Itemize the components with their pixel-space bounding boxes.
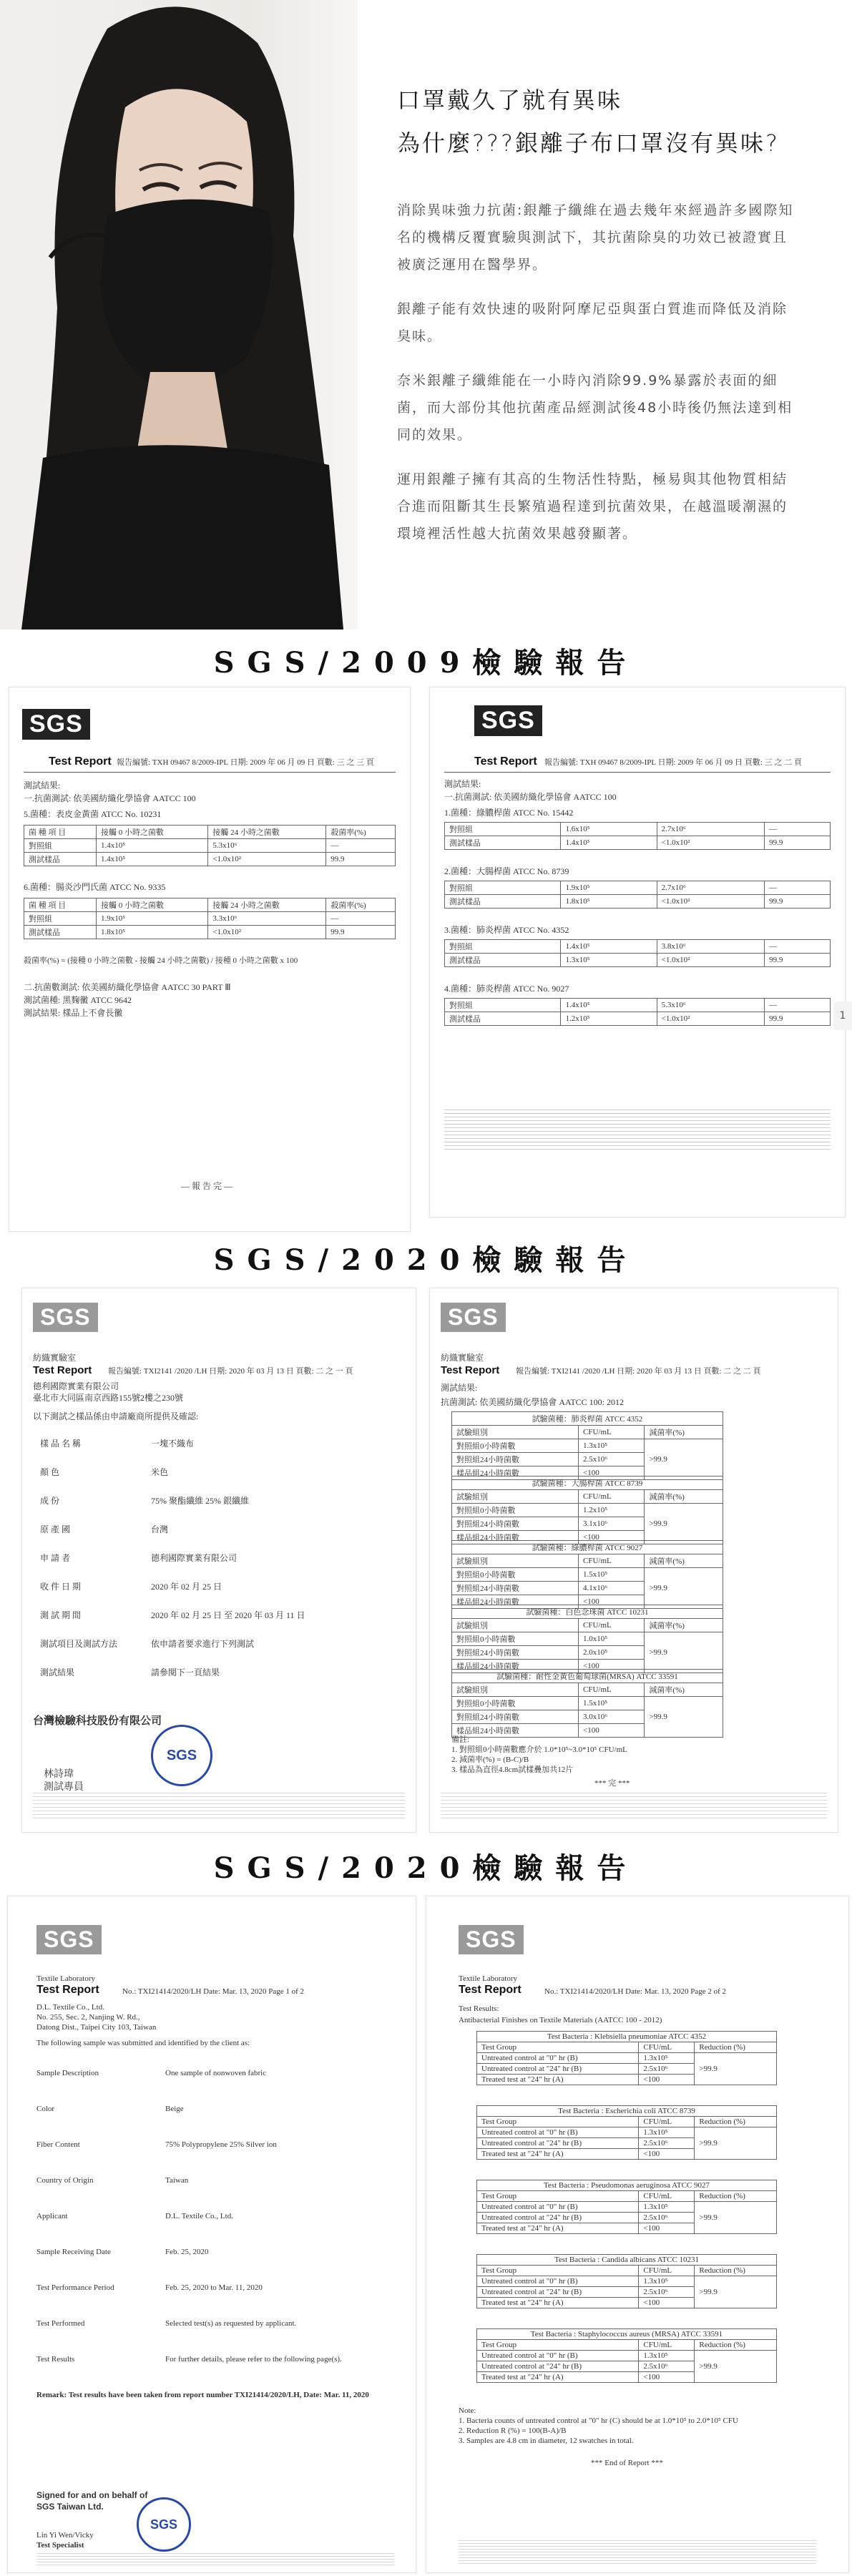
hero-title-line2: 為什麼???銀離子布口罩沒有異味?	[397, 129, 780, 157]
bacteria-table-5: 試驗菌種：耐性金黃色葡萄球菌(MRSA) ATCC 33591 試驗組別 CFU/mL 減菌率(%) 對照組0小時菌數 1.5x10⁵ >99.9 對照組24小時菌數 3.0x10⁶ 樣品組24小時菌數 <100	[451, 1669, 723, 1738]
field-label: Fiber Content	[36, 2140, 80, 2149]
field-value: 台灣	[151, 1524, 169, 1534]
note-3: 3. 樣品為直徑4.8cm試樣疊加共12片	[451, 1766, 574, 1774]
field-label: Sample Receiving Date	[36, 2248, 111, 2256]
results-table-4: 對照組 1.4x10⁵ 5.3x10⁶ — 測試樣品 1.2x10⁵ <1.0x10² 99.9	[444, 998, 831, 1026]
hero-copy	[397, 79, 798, 564]
mold-strain: 測試菌種: 黑麴黴 ATCC 9642	[24, 995, 132, 1005]
hero-paragraph-4: 運用銀離子擁有其高的生物活性特點，極易與其他物質相結合進而阻斷其生長繁殖過程達到抗菌效果，在越溫暖潮濕的環境裡活性越大抗菌效果越發顯著。	[397, 471, 788, 542]
woman-wearing-mask-illustration	[0, 0, 358, 630]
bacteria-table-3: 試驗菌種：綠膿桿菌 ATCC 9027 試驗組別 CFU/mL 減菌率(%) 對照組0小時菌數 1.5x10⁵ >99.9 對照組24小時菌數 4.1x10⁶ 樣品組24小時菌數 <100	[451, 1540, 723, 1609]
field-label: Test Performed	[36, 2319, 85, 2328]
end-of-report: *** End of Report ***	[591, 2459, 663, 2467]
remark: Remark: Test results have been taken from report number TXI21414/2020/LH, Date: Mar. 11, 2020	[36, 2391, 369, 2399]
field-value: 請參閱下一頁結果	[151, 1667, 220, 1678]
sgs-logo: SGS	[36, 1925, 102, 1954]
sgs-logo: SGS	[33, 1303, 98, 1332]
note-2: 2. Reduction R (%) = 100(B-A)/B	[459, 2426, 567, 2435]
hero-paragraph-2: 銀離子能有效快速的吸附阿摩尼亞與蛋白質進而降低及消除臭味。	[397, 301, 788, 344]
results-table-2: 對照組 1.9x10⁵ 2.7x10⁶ — 測試樣品 1.8x10⁵ <1.0x10² 99.9	[444, 881, 831, 909]
field-label: Test Performance Period	[36, 2283, 114, 2292]
report-header: 報告編號: TXI2141 /2020 /LH 日期: 2020 年 03 月 13 日 頁數: 二 之 一 頁	[108, 1367, 353, 1376]
bacteria-table-2: Test Bacteria : Escherichia coli ATCC 8739 Test Group CFU/mL Reduction (%) Untreated control at "0" hr (B) 1.3x10⁵ >99.9 Untreated control at "24" hr (B) 2.5x10⁶ Treated test at "24" hr (A) <100	[476, 2105, 777, 2160]
field-label: 顏 色	[40, 1467, 60, 1477]
bacteria-table-1: Test Bacteria : Klebsiella pneumoniae ATCC 4352 Test Group CFU/mL Reduction (%) Untreated control at "0" hr (B) 1.3x10⁵ >99.9 Untreated control at "24" hr (B) 2.5x10⁶ Treated test at "24" hr (A) <100	[476, 2031, 777, 2085]
sample-intro: The following sample was submitted and identified by the client as:	[36, 2039, 250, 2047]
address-line-1: D.L. Textile Co., Ltd.	[36, 2003, 104, 2012]
field-value: One sample of nonwoven fabric	[165, 2069, 267, 2077]
signer-title: Test Specialist	[36, 2541, 84, 2550]
sign-title: 測試專員	[44, 1782, 84, 1793]
test-method: 抗菌測試: 依美國紡織化學協會 AATCC 100: 2012	[441, 1397, 625, 1407]
results-label: Test Results:	[459, 2004, 499, 2013]
signed-for-line: Signed for and on behalf of	[36, 2490, 148, 2500]
field-value: 2020 年 02 月 25 日 至 2020 年 03 月 11 日	[151, 1610, 305, 1620]
test-report-heading: Test Report	[441, 1364, 500, 1376]
mold-result: 測試結果: 樣品上不會長黴	[24, 1008, 123, 1018]
field-label: 收 件 日 期	[40, 1582, 82, 1592]
bacteria-2: 2.菌種：大腸桿菌 ATCC No. 8739	[444, 866, 569, 876]
address-line-2: No. 255, Sec. 2, Nanjing W. Rd.,	[36, 2013, 140, 2022]
field-value: 德利國際實業有限公司	[151, 1553, 238, 1563]
sign-org: 台灣檢驗科技股份有限公司	[33, 1715, 162, 1727]
results-label: 測試結果:	[24, 780, 61, 790]
hero-title-line1: 口罩戴久了就有異味	[397, 87, 623, 114]
bacteria-table-4: 試驗菌種：白色念珠菌 ATCC 10231 試驗組別 CFU/mL 減菌率(%) 對照組0小時菌數 1.0x10⁵ >99.9 對照組24小時菌數 2.0x10⁵ 樣品組24小時菌數 <100	[451, 1605, 723, 1673]
field-label: 樣 品 名 稱	[40, 1439, 82, 1449]
hero-banner	[0, 0, 852, 630]
sign-name: 林詩瑋	[44, 1769, 74, 1780]
report-2020-en-page-1	[7, 1896, 416, 2573]
field-value: 75% Polypropylene 25% Silver ion	[165, 2140, 277, 2149]
field-label: Test Results	[36, 2355, 75, 2364]
model-mask-photo	[0, 0, 358, 630]
mold-test: 二.抗菌數測試: 依美國紡織化學協會 AATCC 30 PART Ⅲ	[24, 982, 231, 992]
field-label: Applicant	[36, 2212, 68, 2220]
results-table-5: 菌 種 項 目 接觸 0 小時之菌數 接觸 24 小時之菌數 殺菌率(%) 對照組 1.4x10⁵ 5.3x10⁶ — 測試樣品 1.4x10⁵ <1.0x10² 99.9	[24, 825, 396, 866]
test-report-heading: Test Report	[49, 755, 112, 768]
bacteria-1: 1.菌種：綠膿桿菌 ATCC No. 15442	[444, 808, 574, 818]
report-2020-cn-page-2	[429, 1288, 838, 1833]
bacteria-3: 3.菌種：肺炎桿菌 ATCC No. 4352	[444, 925, 569, 935]
report-header: No.: TXI21414/2020/LH Date: Mar. 13, 2020 Page 2 of 2	[544, 1987, 726, 1996]
end-of-report: — 報 告 完 —	[181, 1181, 233, 1191]
results-label: 測試結果:	[444, 779, 481, 789]
section-title-sgs-2020-english: SGS/2020檢驗報告	[213, 1851, 639, 1885]
sgs-seal-stamp: SGS	[137, 2497, 191, 2552]
test-report-heading: Test Report	[474, 755, 537, 768]
field-value: Feb. 25, 2020 to Mar. 11, 2020	[165, 2283, 263, 2292]
section-title-sgs-2009: SGS/2009檢驗報告	[213, 646, 639, 680]
fine-print-block	[33, 1793, 405, 1821]
results-table-3: 對照組 1.4x10⁵ 3.8x10⁶ — 測試樣品 1.3x10⁵ <1.0x10² 99.9	[444, 939, 831, 967]
client-address: 臺北市大同區南京西路155號2樓之230號	[33, 1393, 184, 1403]
address-line-3: Datong Dist., Taipei City 103, Taiwan	[36, 2023, 157, 2032]
report-2009-page-3	[9, 687, 411, 1232]
report-header: 報告編號: TXH 09467 8/2009-IPL 日期: 2009 年 06 月 09 日 頁數: 三 之 三 頁	[117, 758, 374, 767]
bacteria-5: 5.菌種：表皮金黃菌 ATCC No. 10231	[24, 809, 162, 819]
sgs-seal-stamp: SGS	[151, 1725, 212, 1786]
field-label: Color	[36, 2105, 55, 2113]
report-header: 報告編號: TXI2141 /2020 /LH 日期: 2020 年 03 月 13 日 頁數: 二 之 二 頁	[516, 1367, 761, 1376]
lab-name: Textile Laboratory	[36, 1974, 96, 1983]
report-2020-cn-page-1	[21, 1288, 416, 1833]
fine-print-block	[444, 1110, 831, 1152]
sample-intro: 以下測試之樣品係由申請廠商所提供及確認:	[33, 1411, 199, 1421]
report-header: No.: TXI21414/2020/LH Date: Mar. 13, 2020 Page 1 of 2	[122, 1987, 304, 1996]
field-value: 依申請者要求進行下列測試	[151, 1639, 255, 1649]
field-value: Taiwan	[165, 2176, 189, 2185]
bacteria-6: 6.菌種：腸炎沙門氏菌 ATCC No. 9335	[24, 882, 166, 892]
signer-name: Lin Yi Wen/Vicky	[36, 2531, 94, 2540]
field-value: Beige	[165, 2105, 184, 2113]
field-value: Feb. 25, 2020	[165, 2248, 209, 2256]
note-2: 2. 減菌率(%) = (B-C)/B	[451, 1755, 529, 1764]
field-value: 米色	[151, 1467, 169, 1477]
hero-paragraph-3: 奈米銀離子纖維能在一小時內消除99.9%暴露於表面的細菌，而大部份其他抗菌產品經測試後48小時後仍無法達到相同的效果。	[397, 373, 793, 443]
report-2009-page-2	[429, 687, 846, 1218]
field-value: 75% 聚酯纖維 25% 銀纖維	[151, 1496, 249, 1506]
test-method: 一.抗菌測試: 依美國紡織化學協會 AATCC 100	[24, 793, 196, 803]
test-report-heading: Test Report	[36, 1984, 99, 1996]
note-1: 1. Bacteria counts of untreated control at "0" hr (C) should be at 1.0*10⁵ to 2.0*10⁵ CFU	[459, 2416, 738, 2425]
field-value: For further details, please refer to the following page(s).	[165, 2355, 342, 2364]
report-header: 報告編號: TXH 09467 8/2009-IPL 日期: 2009 年 06 月 09 日 頁數: 三 之 二 頁	[544, 758, 802, 767]
bacteria-table-1: 試驗菌種：肺炎桿菌 ATCC 4352 試驗組別 CFU/mL 減菌率(%) 對照組0小時菌數 1.3x10⁵ >99.9 對照組24小時菌數 2.5x10⁶ 樣品組24小時菌數 <100	[451, 1411, 723, 1480]
hero-paragraph-1: 消除異味強力抗菌:銀離子纖維在過去幾年來經過許多國際知名的機構反覆實驗與測試下，其抗菌除臭的功效已被證實且被廣泛運用在醫學界。	[397, 202, 794, 273]
bacteria-table-5: Test Bacteria : Staphylococcus aureus (MRSA) ATCC 33591 Test Group CFU/mL Reduction (%) Untreated control at "0" hr (B) 1.3x10⁵ >99.9 Untreated control at "24" hr (B) 2.5x10⁶ Treated test at "24" hr (A) <100	[476, 2328, 777, 2383]
signed-org: SGS Taiwan Ltd.	[36, 2502, 104, 2512]
field-label: Sample Description	[36, 2069, 99, 2077]
sgs-logo: SGS	[441, 1303, 506, 1332]
note-label: 備註:	[451, 1735, 470, 1744]
field-value: 一塊不織布	[151, 1439, 195, 1449]
client-name: 德利國際實業有限公司	[33, 1381, 119, 1391]
sgs-logo: SGS	[22, 709, 90, 740]
field-label: 測試結果	[40, 1667, 75, 1678]
results-table-1: 對照組 1.6x10⁵ 2.7x10⁶ — 測試樣品 1.4x10⁵ <1.0x10² 99.9	[444, 822, 831, 850]
fine-print-block	[459, 2540, 816, 2565]
field-label: Country of Origin	[36, 2176, 94, 2185]
fine-print-block	[36, 2553, 394, 2567]
fine-print-block	[441, 1793, 827, 1821]
field-value: D.L. Textile Co., Ltd.	[165, 2212, 233, 2220]
field-value: Selected test(s) as requested by applicant.	[165, 2319, 297, 2328]
test-method: Antibacterial Finishes on Textile Materials (AATCC 100 - 2012)	[459, 2016, 662, 2024]
bacteria-table-3: Test Bacteria : Pseudomonas aeruginosa ATCC 9027 Test Group CFU/mL Reduction (%) Untreated control at "0" hr (B) 1.3x10⁵ >99.9 Untreated control at "24" hr (B) 2.5x10⁶ Treated test at "24" hr (A) <100	[476, 2180, 777, 2234]
test-report-heading: Test Report	[33, 1364, 92, 1376]
note-1: 1. 對照組0小時菌數應介於 1.0*10⁵~3.0*10⁵ CFU/mL	[451, 1745, 627, 1754]
field-label: 原 產 國	[40, 1524, 71, 1534]
test-method: 一.抗菌測試: 依美國紡織化學協會 AATCC 100	[444, 792, 617, 802]
field-label: 測試項目及測試方法	[40, 1639, 118, 1649]
report-2020-en-page-2	[426, 1896, 849, 2573]
field-label: 成 份	[40, 1496, 60, 1506]
end-of-report: *** 完 ***	[594, 1779, 630, 1788]
lab-name: Textile Laboratory	[459, 1974, 518, 1983]
results-table-6: 菌 種 項 目 接觸 0 小時之菌數 接觸 24 小時之菌數 殺菌率(%) 對照組 1.9x10⁵ 3.3x10⁶ — 測試樣品 1.8x10⁵ <1.0x10² 99.9	[24, 898, 396, 939]
results-label: 測試結果:	[441, 1383, 478, 1393]
note-3: 3. Samples are 4.8 cm in diameter, 12 swatches in total.	[459, 2437, 634, 2445]
sgs-logo: SGS	[459, 1925, 524, 1954]
section-title-sgs-2020-chinese: SGS/2020檢驗報告	[213, 1243, 639, 1277]
lab-name: 紡織實驗室	[33, 1353, 77, 1363]
field-label: 申 請 者	[40, 1553, 71, 1563]
page-side-marker: 1	[833, 1001, 852, 1030]
field-value: 2020 年 02 月 25 日	[151, 1582, 222, 1592]
note-label: Note:	[459, 2406, 476, 2415]
bacteria-table-4: Test Bacteria : Candida albicans ATCC 10231 Test Group CFU/mL Reduction (%) Untreated control at "0" hr (B) 1.3x10⁵ >99.9 Untreated control at "24" hr (B) 2.5x10⁶ Treated test at "24" hr (A) <100	[476, 2254, 777, 2308]
lab-name: 紡織實驗室	[441, 1353, 484, 1363]
bacteria-table-2: 試驗菌種：大腸桿菌 ATCC 8739 試驗組別 CFU/mL 減菌率(%) 對照組0小時菌數 1.2x10⁵ >99.9 對照組24小時菌數 3.1x10⁶ 樣品組24小時菌數 <100	[451, 1476, 723, 1544]
field-label: 測 試 期 間	[40, 1610, 82, 1620]
test-report-heading: Test Report	[459, 1984, 522, 1996]
kill-rate-note: 殺菌率(%) = (接種 0 小時之菌數 - 接觸 24 小時之菌數) / 接種 0 小時之菌數 x 100	[24, 956, 298, 965]
bacteria-4: 4.菌種：肺炎桿菌 ATCC No. 9027	[444, 984, 569, 994]
sgs-logo: SGS	[474, 705, 542, 736]
